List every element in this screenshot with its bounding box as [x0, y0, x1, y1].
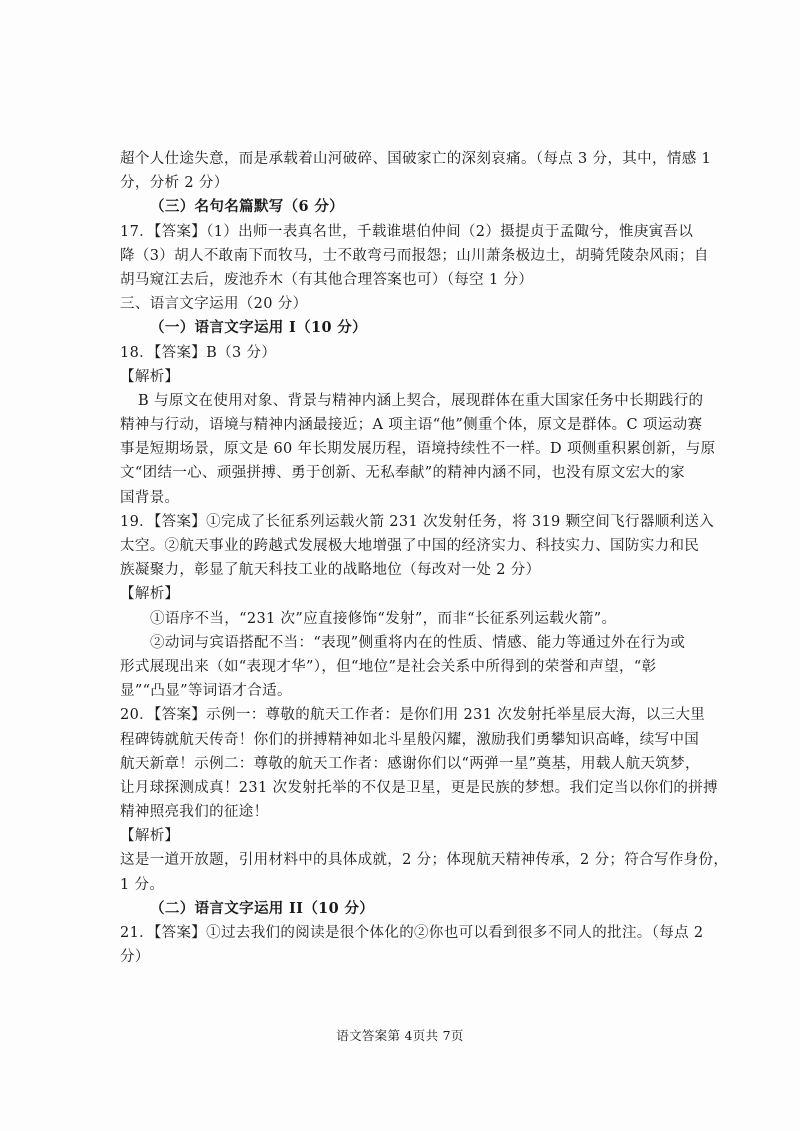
- text-line: 【解析】: [120, 828, 180, 845]
- text-line: 精神照亮我们的征途！: [120, 804, 269, 821]
- text-line: 事是短期场景，原文是 60 年长期发展历程，语境持续性不一样。D 项侧重积累创新，与原: [120, 441, 716, 458]
- text-line: （二）语言文字运用 II（10 分）: [150, 899, 375, 917]
- text-line: 【解析】: [120, 586, 180, 603]
- text-line: 显”“凸显”等词语才合适。: [120, 683, 292, 700]
- text-line: 20．【答案】示例一：尊敬的航天工作者：是你们用 231 次发射托举星辰大海，以三大里: [120, 707, 706, 724]
- text-line: 21．【答案】①过去我们的阅读是很个体化的②你也可以看到很多不同人的批注。（每点 2: [120, 925, 704, 941]
- text-line: 太空。②航天事业的跨越式发展极大地增强了中国的经济实力、科技实力、国防实力和民: [120, 538, 700, 554]
- text-line: B 与原文在使用对象、背景与精神内涵上契合，展现群体在重大国家任务中长期践行的: [138, 392, 704, 409]
- text-line: 让月球探测成真！231 次发射托举的不仅是卫星，更是民族的梦想。我们定当以你们的拼搏: [120, 779, 718, 796]
- text-line: 1 分。: [120, 876, 165, 893]
- text-line: 形式展现出来（如“表现才华”），但“地位”是社会关系中所得到的荣誉和声望，“彰: [120, 658, 657, 675]
- text-line: ①语序不当，“231 次”应直接修饰“发射”，而非“长征系列运载火箭”。: [150, 610, 617, 627]
- text-line: 分）: [120, 949, 150, 966]
- text-line: ②动词与宾语搭配不当：“表现”侧重将内在的性质、情感、能力等通过外在行为或: [150, 634, 686, 651]
- text-line: 国背景。: [120, 489, 180, 506]
- answer-text-body: [120, 147, 729, 969]
- text-line: （三）名句名篇默写（6 分）: [150, 198, 345, 216]
- text-line: 【解析】: [120, 368, 180, 385]
- text-line: 胡马窥江去后，废池乔木（有其他合理答案也可）（每空 1 分）: [120, 271, 534, 288]
- text-line: 降（3）胡人不敢南下而牧马，士不敢弯弓而报怨；山川萧条极边土，胡骑凭陵杂风雨；自: [120, 247, 709, 264]
- text-line: 族凝聚力，彰显了航天科技工业的战略地位（每改对一处 2 分）: [120, 562, 541, 579]
- text-line: 三、语言文字运用（20 分）: [120, 296, 308, 313]
- text-line: （一）语言文字运用 I（10 分）: [150, 319, 368, 337]
- text-line: 分，分析 2 分）: [120, 175, 229, 192]
- text-line: 18．【答案】B（3 分）: [120, 344, 277, 361]
- text-line: 这是一道开放题，引用材料中的具体成就，2 分；体现航天精神传承，2 分；符合写作身份，: [120, 852, 729, 869]
- page-footer: 语文答案第 4页共 7页: [336, 1028, 464, 1043]
- text-line: 超个人仕途失意，而是承载着山河破碎、国破家亡的深刻哀痛。（每点 3 分，其中，情感 1: [120, 151, 712, 167]
- text-line: 19．【答案】①完成了长征系列运载火箭 231 次发射任务，将 319 颗空间飞行器顺利送入: [120, 513, 715, 530]
- text-line: 程碑铸就航天传奇！你们的拼搏精神如北斗星般闪耀，激励我们勇攀知识高峰，续写中国: [120, 731, 700, 748]
- text-line: 精神与行动，语境与精神内涵最接近；A 项主语“他”侧重个体，原文是群体。C 项运动赛: [120, 417, 703, 434]
- text-line: 航天新章！示例二：尊敬的航天工作者：感谢你们以“两弹一星”奠基，用载人航天筑梦，: [120, 755, 700, 772]
- text-line: 17．【答案】（1）出师一表真名世，千载谁堪伯仲间（2）摄提贞于孟陬兮，惟庚寅吾以: [120, 223, 694, 240]
- text-line: 文“团结一心、顽强拼搏、勇于创新、无私奉献”的精神内涵不同，也没有原文宏大的家: [120, 465, 685, 482]
